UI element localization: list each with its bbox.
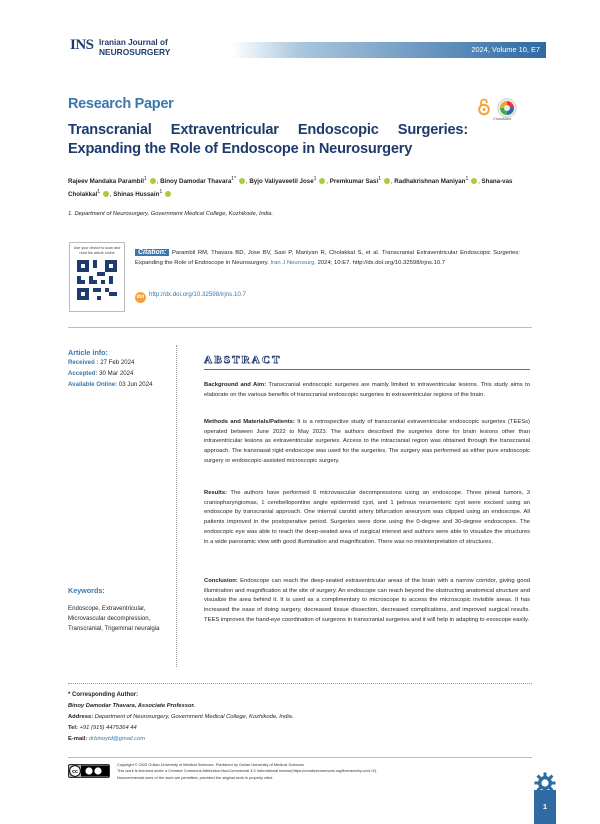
- abstract-results: [204, 489, 530, 547]
- author-name: Premkumar Sasi: [329, 178, 379, 186]
- abstract-rule: [204, 369, 530, 370]
- conclusion-label: Conclusion:: [204, 578, 238, 584]
- keywords-heading: Keywords:: [68, 586, 105, 595]
- author-name: Shinas Hussain: [113, 191, 160, 199]
- tel-text: +91 (915) 4475364 44: [79, 725, 137, 731]
- crossmark-label: CrossMark: [493, 117, 512, 121]
- author-list: Rajeev Mandaka Parambil$^1$ , Binoy Damodar Thavara$^{1*}$ , Byjo Valiyaveetil Jose$^1$ , Premkumar Sasi$^1$ , Radhakrishnan Maniyan$^1$ , Shana-vas Cholakkal$^1$ , Shinas Hussain$^1$: [68, 176, 513, 199]
- orcid-icon[interactable]: [165, 191, 171, 197]
- author-name: Radhakrishnan Maniyan: [394, 178, 466, 186]
- keywords-text: Endoscope, Extraventricular, Microvascular decompression, Transcranial, Trigeminal neuralgia: [68, 605, 160, 632]
- issue-info: 2024, Volume 10, E7: [471, 45, 540, 54]
- author-sup: 1: [313, 176, 317, 182]
- methods-label: Methods and Materials/Patients:: [204, 419, 295, 425]
- citation-rest: 2024; 10:E7. http://dx.doi.org/10.32598/irjns.10.7: [317, 260, 446, 266]
- journal-name-line1: Iranian Journal of: [99, 38, 168, 47]
- column-divider: [176, 345, 177, 667]
- author-sup: 1: [465, 176, 469, 182]
- author-sup: 1: [144, 176, 147, 182]
- article-title: [68, 121, 468, 159]
- qr-box: [69, 242, 125, 312]
- correspondence-tel: [68, 725, 137, 731]
- conclusion-text: Endoscope can reach the deep-seated extraventricular areas of the brain with a narrow corridor, giving good illumination and magnification at the site of surgery. An endoscope can reach beyond the obstructing anatomical structure and visualize the area behind it. It is used as a complimentary to microscope to access the microscopic invisible areas. It has increased the ease of doing surgery, decreased tissue dissection, decreased complications, and improved surgical results. TEES improves the hand-eye coordination of surgeons in transcranial surgeries and it will help in adapting to exoscope easily.: [204, 578, 530, 623]
- qr-code-icon[interactable]: [77, 260, 117, 300]
- author-name: Byjo Valiyaveetil Jose: [249, 178, 314, 186]
- author-name: Binoy Damodar Thavara: [160, 178, 232, 186]
- license-line1: Copyright © 2023 Guilan University of Medical Sciences. Published by Guilan University of Medical Sciences: [117, 762, 305, 767]
- author-name: Rajeev Mandaka Parambil: [68, 178, 145, 186]
- open-access-icon[interactable]: [477, 98, 491, 116]
- orcid-icon[interactable]: [150, 178, 156, 184]
- citation-text: Parambil RM, Thavara BD, Jose BV, Sasi P, Maniyan R, Cholakkal S, et al. Transcranial Extraventricular Endoscopic Surgeries: Expanding the Role of Endoscope in Neurosurgery.: [135, 250, 521, 266]
- orcid-icon[interactable]: [471, 178, 477, 184]
- license-line2: This work is licensed under a Creative Commons Attribution-NonCommercial 4.0 International license(https://creativecommons.org/licenses/by-nc/4.0/).: [117, 768, 378, 774]
- divider: [68, 683, 532, 684]
- license-text: [117, 762, 517, 781]
- orcid-icon[interactable]: [239, 178, 245, 184]
- qr-caption: Use your device to scan and read the article online: [73, 246, 121, 255]
- online-date: 03 Jun 2024: [118, 381, 153, 388]
- email-label: E-mail:: [68, 736, 88, 742]
- corresponding-name: Binoy Damodar Thavara, Associate Professor.: [68, 703, 196, 709]
- journal-name-line2: NEUROSURGERY: [99, 47, 171, 57]
- cc-license-icon[interactable]: [68, 764, 110, 778]
- author-sup: 1: [378, 176, 382, 182]
- title-line1: Transcranial Extraventricular Endoscopic Surgeries:: [68, 122, 468, 138]
- author-sup: 1: [159, 189, 163, 196]
- correspondence-heading: * Corresponding Author:: [68, 692, 139, 698]
- email-link[interactable]: drbinoytd@gmail.com: [88, 736, 146, 742]
- methods-text: It is a retrospective study of transcranial extraventricular endoscopic surgeries (TEESs) operated between June 2022 to May 2023. The authors described the surgeries done for brain lesions other than intraventricular lesions as extraventricular surgeries. Access to the intracranial region was obtained through the transcranial approach. The transnasal rigid endoscope was used for the surgeries. The surgery was performed as either pure endoscopic surgery or endoscopic-assisted microscopic surgery.: [204, 419, 531, 464]
- abstract-heading: ABSTRACT: [204, 354, 282, 366]
- author-sup: 1: [97, 189, 101, 196]
- license-line3: Noncommercial uses of the work are permitted, provided the original work is properly cited.: [117, 774, 274, 780]
- affiliation: 1. Department of Neurosurgery, Government Medical College, Kozhikode, India.: [68, 211, 274, 217]
- results-text: The authors have performed 6 microvascular decompressions using an endoscope. Three pineal tumors, 3 craniopharyngiomas, 1 cerebellopontine angle epidermoid cyst, and 1 petrous neuroenteric cyst were excised using an endoscope by transcranial approach. One internal carotid artery bifurcation aneurysm was clipped using an endoscope. All patients improved in the postoperative period. Surgeries were done using the 0-degree and 30-degree endoscopes. The endoscopic eye was able to reach the deep-seated area of surgical interest and authors were able to visualize the structures in a wide panoramic view with good illumination and magnification. There was no misinterpretation of structures.: [204, 490, 530, 545]
- correspondence-name: [68, 703, 195, 709]
- article-info-heading: Article info:: [68, 348, 108, 357]
- correspondence-address: [68, 714, 293, 720]
- orcid-icon[interactable]: [319, 178, 325, 184]
- address-text: Department of Neurosurgery, Government Medical College, Kozhikode, India.: [94, 714, 294, 720]
- doi-icon: doi: [135, 292, 146, 303]
- header-band: [232, 42, 546, 58]
- orcid-icon[interactable]: [103, 191, 109, 197]
- divider: [68, 327, 532, 328]
- cc-text: cc: [72, 769, 78, 775]
- doi-text[interactable]: http://dx.doi.org/10.32598/irjns.10.7: [149, 291, 247, 298]
- abstract-conclusion: [204, 577, 530, 626]
- article-type: Research Paper: [68, 96, 174, 112]
- background-text: Transcranial endoscopic surgeries are mainly limited to intraventricular lesions. This study aims to elaborate on the various benefits of transcranial endoscopic surgeries in extraventricular regions of the brain.: [204, 382, 530, 398]
- title-line2: Expanding the Role of Endoscope in Neurosurgery: [68, 141, 413, 157]
- crossmark-icon[interactable]: [497, 98, 517, 118]
- citation-journal[interactable]: Iran J Neurosurg.: [270, 260, 316, 266]
- divider: [68, 757, 532, 758]
- logo-mark: INS: [70, 37, 94, 53]
- citation-label: Citation:: [135, 249, 169, 256]
- journal-logo: [70, 36, 190, 58]
- page-number: 1: [542, 802, 548, 811]
- author-sup: 1*: [231, 176, 237, 182]
- citation: [135, 248, 520, 268]
- received-row: [68, 359, 134, 366]
- abstract-background: [204, 381, 530, 400]
- author-name: Shana-vas Cholakkal: [68, 178, 513, 199]
- doi-link[interactable]: [135, 291, 246, 303]
- correspondence-email: [68, 736, 145, 742]
- tel-label: Tel:: [68, 725, 78, 731]
- orcid-icon[interactable]: [384, 178, 390, 184]
- accepted-row: [68, 370, 133, 377]
- accepted-label: Accepted:: [68, 370, 98, 377]
- received-date: 27 Feb 2024: [100, 359, 135, 366]
- address-label: Address:: [68, 714, 94, 720]
- online-row: [68, 381, 152, 388]
- received-label: Received :: [68, 359, 99, 366]
- results-label: Results:: [204, 490, 228, 496]
- accepted-date: 30 Mar 2024: [99, 370, 134, 377]
- abstract-methods: [204, 418, 530, 467]
- online-label: Available Online:: [68, 381, 118, 388]
- background-label: Background and Aim:: [204, 382, 267, 388]
